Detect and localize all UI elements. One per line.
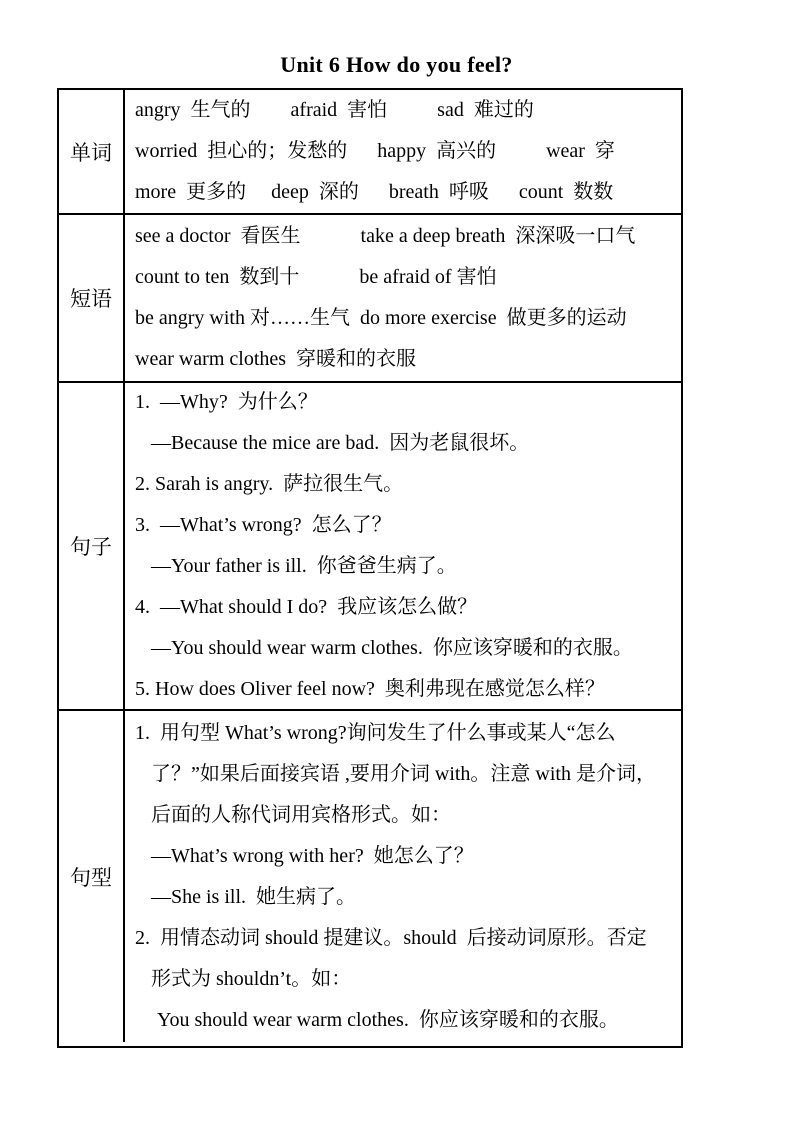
row-label-words: 单词 bbox=[59, 90, 125, 213]
table-row-sentences bbox=[59, 381, 681, 709]
sentence-line: —You should wear warm clothes. 你应该穿暖和的衣服。 bbox=[151, 637, 633, 659]
phrase-line: wear warm clothes 穿暖和的衣服 bbox=[135, 348, 417, 370]
sentence-line: —Your father is ill. 你爸爸生病了。 bbox=[151, 555, 457, 577]
pattern-line: 了？”如果后面接宾语 ,要用介词 with。注意 with 是介词， bbox=[151, 762, 656, 785]
row-label-sentences: 句子 bbox=[59, 383, 125, 709]
sentence-line: 2. Sarah is angry. 萨拉很生气。 bbox=[135, 473, 404, 495]
vocab-line: angry 生气的 afraid 害怕 sad 难过的 bbox=[135, 99, 534, 121]
phrase-line: count to ten 数到十 be afraid of 害怕 bbox=[135, 266, 497, 288]
unit-summary-table bbox=[57, 88, 683, 1048]
pattern-line: 1. 用句型 What’s wrong?询问发生了什么事或某人“怎么 bbox=[135, 721, 616, 744]
phrase-line: be angry with 对……生气 do more exercise 做更多的运动 bbox=[135, 307, 627, 329]
page-title: Unit 6 How do you feel? bbox=[280, 52, 513, 77]
pattern-line: 2. 用情态动词 should 提建议。should 后接动词原形。否定 bbox=[135, 926, 647, 949]
pattern-line: 后面的人称代词用宾格形式。如： bbox=[151, 803, 451, 826]
vocab-line: more 更多的 deep 深的 breath 呼吸 count 数数 bbox=[135, 181, 614, 203]
pattern-line: —She is ill. 她生病了。 bbox=[151, 885, 357, 908]
table-row-words bbox=[59, 90, 681, 213]
phrase-line: see a doctor 看医生 take a deep breath 深深吸一口气 bbox=[135, 225, 636, 247]
vocab-line: worried 担心的；发愁的 happy 高兴的 wear 穿 bbox=[135, 140, 615, 162]
pattern-line: —What’s wrong with her? 她怎么了？ bbox=[151, 844, 474, 867]
table-row-phrases bbox=[59, 213, 681, 381]
row-label-patterns: 句型 bbox=[59, 711, 125, 1042]
sentence-line: 4. —What should I do? 我应该怎么做？ bbox=[135, 596, 478, 618]
patterns-cell bbox=[125, 711, 681, 1042]
pattern-line: You should wear warm clothes. 你应该穿暖和的衣服。 bbox=[157, 1008, 619, 1031]
row-label-phrases: 短语 bbox=[59, 215, 125, 381]
table-row-patterns bbox=[59, 709, 681, 1042]
sentence-line: 5. How does Oliver feel now? 奥利弗现在感觉怎么样？ bbox=[135, 678, 605, 700]
sentence-line: 1. —Why? 为什么？ bbox=[135, 391, 318, 413]
words-cell bbox=[125, 90, 681, 213]
sentences-cell bbox=[125, 383, 681, 709]
phrases-cell bbox=[125, 215, 681, 381]
pattern-line: 形式为 shouldn’t。如： bbox=[151, 967, 352, 990]
sentence-line: 3. —What’s wrong? 怎么了？ bbox=[135, 514, 392, 536]
sentence-line: —Because the mice are bad. 因为老鼠很坏。 bbox=[151, 432, 530, 454]
